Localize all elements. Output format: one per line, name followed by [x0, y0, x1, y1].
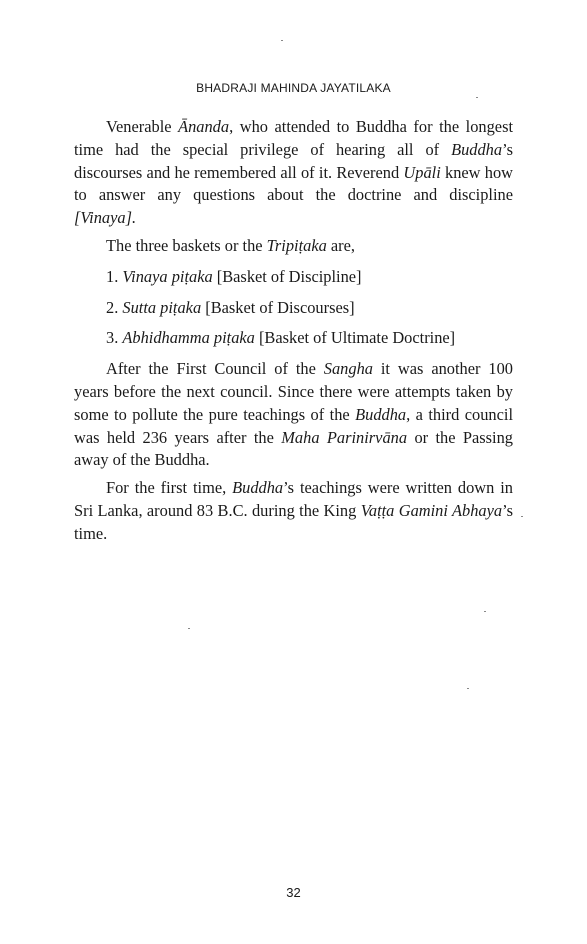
- scan-speck: [484, 611, 486, 612]
- list-item-vinaya: [74, 266, 513, 289]
- paragraph-tripitaka-intro: [74, 235, 513, 258]
- text-run: 2.: [106, 297, 123, 317]
- italic-run: Ānanda: [178, 117, 230, 136]
- text-run: , a third council was held 236 years after the: [74, 404, 513, 447]
- italic-run: Buddha: [232, 478, 284, 498]
- italic-run: Vaṭṭa Gamini Abhaya: [360, 500, 503, 520]
- text-run: [Basket of Ultimate Doctrine]: [254, 328, 456, 348]
- italic-run: Tripiṭaka: [266, 235, 327, 255]
- scan-speck: [521, 516, 523, 517]
- paragraph-ananda: [74, 116, 513, 230]
- italic-run: Abhidhamma piṭaka: [122, 328, 255, 348]
- italic-run: Maha Parinirvāna: [281, 427, 408, 447]
- text-run: After the First Council of the: [106, 359, 324, 379]
- list-item-abhidhamma: [74, 327, 513, 350]
- italic-run: Buddha: [451, 139, 503, 159]
- text-run: ’s teachings were written down in Sri Lanka, around 83 B.C. during the King: [74, 478, 513, 520]
- italic-run: Vinaya piṭaka: [122, 266, 213, 286]
- italic-run: Sutta piṭaka: [122, 297, 202, 317]
- text-run: For the first time,: [106, 478, 233, 498]
- italic-run: Buddha: [355, 404, 407, 424]
- italic-run: Upāli: [403, 162, 441, 182]
- body-text: [74, 116, 513, 551]
- italic-run: Sangha: [323, 359, 373, 379]
- scan-speck: [188, 628, 190, 629]
- text-run: ’s time.: [74, 500, 513, 543]
- text-run: 1.: [106, 266, 123, 286]
- text-run: ’s discourses and he remembered all of it. Reverend: [74, 139, 513, 182]
- scan-speck: [476, 97, 478, 98]
- list-item-sutta: [74, 297, 513, 320]
- paragraph-written-teachings: [74, 477, 513, 545]
- text-run: The three baskets or the: [106, 235, 267, 255]
- running-head: BHADRAJI MAHINDA JAYATILAKA: [196, 81, 391, 95]
- text-run: knew how to answer any questions about the doctrine and discipline: [74, 162, 513, 205]
- paragraph-councils: [74, 358, 513, 472]
- scan-speck: [281, 40, 283, 41]
- text-run: , who attended to Buddha for the longest time had the special privilege of hearing all of: [74, 117, 513, 159]
- text-run: [Basket of Discipline]: [212, 266, 362, 286]
- italic-run: [Vinaya].: [74, 208, 137, 228]
- page-number: 32: [286, 885, 301, 900]
- text-run: are,: [326, 235, 356, 255]
- text-run: 3.: [106, 328, 123, 348]
- text-run: Venerable: [106, 117, 179, 136]
- scan-speck: [467, 688, 469, 689]
- text-run: or the Passing away of the Buddha.: [74, 427, 513, 470]
- text-run: it was another 100 years before the next council. Since there were attempts taken by some to pollute the pure teachings of the: [74, 359, 513, 424]
- text-run: [Basket of Discourses]: [201, 297, 355, 317]
